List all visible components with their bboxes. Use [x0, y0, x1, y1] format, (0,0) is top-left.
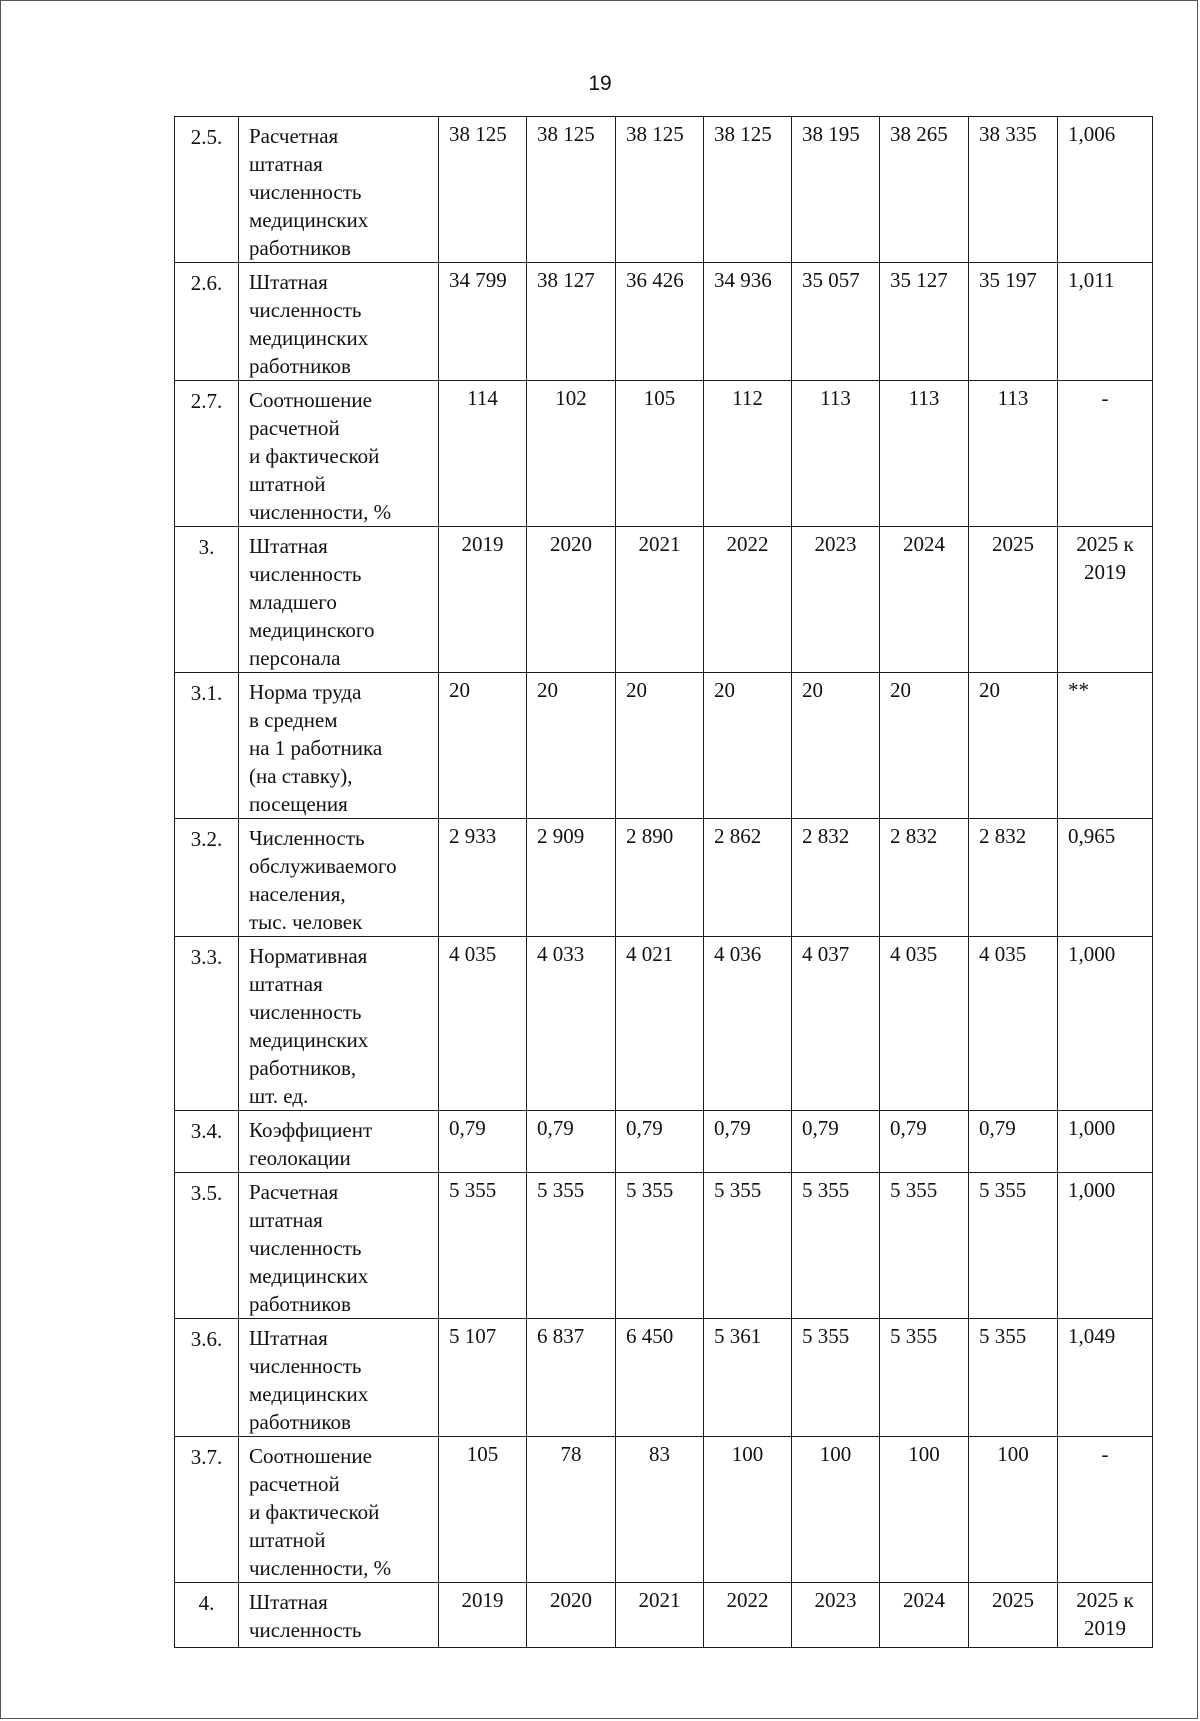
value-cell: 2021 — [616, 1583, 704, 1648]
row-number: 3.6. — [175, 1319, 239, 1437]
value-cell: 2 832 — [969, 819, 1058, 937]
ratio-cell: 1,000 — [1058, 937, 1153, 1111]
value-cell: 2025 — [969, 1583, 1058, 1648]
value-cell: 20 — [616, 673, 704, 819]
row-label-line: работников — [249, 1292, 351, 1316]
row-label-line: численность — [249, 1236, 362, 1260]
value-cell: 4 021 — [616, 937, 704, 1111]
value-cell: 2021 — [616, 527, 704, 673]
value-cell: 20 — [439, 673, 527, 819]
row-label-line: расчетной — [249, 416, 340, 440]
row-number: 3. — [175, 527, 239, 673]
value-cell: 35 197 — [969, 263, 1058, 381]
value-cell: 4 033 — [527, 937, 616, 1111]
value-cell: 2 890 — [616, 819, 704, 937]
row-label-line: работников, — [249, 1056, 357, 1080]
row-label-line: работников — [249, 236, 351, 260]
row-label — [239, 1437, 439, 1583]
row-label-line: расчетной — [249, 1472, 340, 1496]
row-label — [239, 1319, 439, 1437]
value-cell: 0,79 — [969, 1111, 1058, 1173]
value-cell: 2025 — [969, 527, 1058, 673]
ratio-cell: 1,049 — [1058, 1319, 1153, 1437]
row-label — [239, 381, 439, 527]
value-cell: 100 — [969, 1437, 1058, 1583]
ratio-cell: 1,011 — [1058, 263, 1153, 381]
value-cell: 112 — [704, 381, 792, 527]
row-label-line: персонала — [249, 646, 341, 670]
row-label-line: штатная — [249, 1208, 323, 1232]
value-cell: 2019 — [439, 527, 527, 673]
row-label-line: и фактической — [249, 444, 380, 468]
row-label-line: штатной — [249, 472, 326, 496]
value-cell: 5 355 — [969, 1319, 1058, 1437]
table-row — [175, 673, 1153, 819]
value-cell: 38 195 — [792, 117, 880, 263]
value-cell: 0,79 — [880, 1111, 969, 1173]
row-label-line: численность — [249, 1354, 362, 1378]
value-cell: 5 361 — [704, 1319, 792, 1437]
row-label-line: обслуживаемого — [249, 854, 397, 878]
table-row — [175, 263, 1153, 381]
row-label-line: медицинского — [249, 618, 375, 642]
row-label-line: шт. ед. — [249, 1084, 309, 1108]
table-row — [175, 1437, 1153, 1583]
value-cell: 2023 — [792, 1583, 880, 1648]
value-cell: 114 — [439, 381, 527, 527]
row-label-line: тыс. человек — [249, 910, 363, 934]
row-label — [239, 937, 439, 1111]
value-cell: 6 837 — [527, 1319, 616, 1437]
table-row — [175, 819, 1153, 937]
row-label-line: работников — [249, 1410, 351, 1434]
value-cell: 20 — [792, 673, 880, 819]
value-cell: 2019 — [439, 1583, 527, 1648]
row-label-line: штатная — [249, 972, 323, 996]
row-number: 2.5. — [175, 117, 239, 263]
value-cell: 38 125 — [527, 117, 616, 263]
row-number: 3.7. — [175, 1437, 239, 1583]
value-cell: 36 426 — [616, 263, 704, 381]
value-cell: 4 036 — [704, 937, 792, 1111]
ratio-cell: - — [1058, 1437, 1153, 1583]
ratio-cell: 2025 к 2019 — [1058, 1583, 1153, 1648]
row-label-line: и фактической — [249, 1500, 380, 1524]
row-label-line: численность — [249, 1000, 362, 1024]
row-label-line: Коэффициент — [249, 1118, 373, 1142]
value-cell: 0,79 — [704, 1111, 792, 1173]
row-label-line: медицинских — [249, 326, 369, 350]
row-label-line: медицинских — [249, 1382, 369, 1406]
value-cell: 38 125 — [439, 117, 527, 263]
ratio-cell: 1,006 — [1058, 117, 1153, 263]
value-cell: 5 355 — [792, 1173, 880, 1319]
value-cell: 2024 — [880, 527, 969, 673]
value-cell: 105 — [616, 381, 704, 527]
value-cell: 5 355 — [880, 1173, 969, 1319]
value-cell: 20 — [704, 673, 792, 819]
value-cell: 2024 — [880, 1583, 969, 1648]
value-cell: 5 355 — [439, 1173, 527, 1319]
row-label-line: медицинских — [249, 1264, 369, 1288]
table-row — [175, 937, 1153, 1111]
row-label-line: Соотношение — [249, 388, 372, 412]
table-row — [175, 1583, 1153, 1648]
staffing-table — [174, 116, 1153, 1648]
value-cell: 38 265 — [880, 117, 969, 263]
row-label-line: численность — [249, 180, 362, 204]
value-cell: 83 — [616, 1437, 704, 1583]
row-label-line: Штатная — [249, 1590, 328, 1614]
value-cell: 2 909 — [527, 819, 616, 937]
value-cell: 5 355 — [880, 1319, 969, 1437]
row-label-line: населения, — [249, 882, 346, 906]
value-cell: 20 — [969, 673, 1058, 819]
row-label-line: Расчетная — [249, 124, 339, 148]
value-cell: 2 832 — [792, 819, 880, 937]
row-number: 4. — [175, 1583, 239, 1648]
value-cell: 5 355 — [527, 1173, 616, 1319]
ratio-cell: 0,965 — [1058, 819, 1153, 937]
value-cell: 2 933 — [439, 819, 527, 937]
value-cell: 100 — [704, 1437, 792, 1583]
table-body — [175, 117, 1153, 1648]
value-cell: 5 355 — [792, 1319, 880, 1437]
value-cell: 102 — [527, 381, 616, 527]
row-label-line: численность — [249, 1618, 362, 1642]
row-label-line: Норма труда — [249, 680, 362, 704]
table-row — [175, 527, 1153, 673]
value-cell: 0,79 — [792, 1111, 880, 1173]
value-cell: 100 — [880, 1437, 969, 1583]
row-label — [239, 819, 439, 937]
value-cell: 34 799 — [439, 263, 527, 381]
table-row — [175, 1111, 1153, 1173]
row-label-line: численности, % — [249, 1556, 392, 1580]
value-cell: 113 — [880, 381, 969, 527]
row-label-line: штатная — [249, 152, 323, 176]
value-cell: 20 — [880, 673, 969, 819]
row-label-line: младшего — [249, 590, 337, 614]
value-cell: 20 — [527, 673, 616, 819]
value-cell: 113 — [792, 381, 880, 527]
value-cell: 38 335 — [969, 117, 1058, 263]
page-number: 19 — [588, 72, 612, 95]
value-cell: 2023 — [792, 527, 880, 673]
value-cell: 2022 — [704, 527, 792, 673]
value-cell: 78 — [527, 1437, 616, 1583]
row-number: 3.5. — [175, 1173, 239, 1319]
value-cell: 4 035 — [969, 937, 1058, 1111]
value-cell: 6 450 — [616, 1319, 704, 1437]
value-cell: 38 125 — [616, 117, 704, 263]
value-cell: 38 127 — [527, 263, 616, 381]
row-label — [239, 673, 439, 819]
value-cell: 35 127 — [880, 263, 969, 381]
value-cell: 105 — [439, 1437, 527, 1583]
table-row — [175, 381, 1153, 527]
row-label — [239, 1583, 439, 1648]
row-label-line: Соотношение — [249, 1444, 372, 1468]
row-label-line: численность — [249, 298, 362, 322]
row-label-line: Численность — [249, 826, 365, 850]
ratio-cell: 2025 к 2019 — [1058, 527, 1153, 673]
ratio-cell: 1,000 — [1058, 1173, 1153, 1319]
row-number: 3.1. — [175, 673, 239, 819]
row-label-line: (на ставку), — [249, 764, 353, 788]
value-cell: 2022 — [704, 1583, 792, 1648]
row-label — [239, 527, 439, 673]
row-label — [239, 263, 439, 381]
row-label-line: Нормативная — [249, 944, 368, 968]
ratio-cell: ** — [1058, 673, 1153, 819]
value-cell: 113 — [969, 381, 1058, 527]
row-label-line: на 1 работника — [249, 736, 383, 760]
value-cell: 35 057 — [792, 263, 880, 381]
value-cell: 2 832 — [880, 819, 969, 937]
row-number: 3.4. — [175, 1111, 239, 1173]
row-number: 2.7. — [175, 381, 239, 527]
value-cell: 4 035 — [880, 937, 969, 1111]
row-label — [239, 1111, 439, 1173]
value-cell: 38 125 — [704, 117, 792, 263]
ratio-cell: - — [1058, 381, 1153, 527]
row-label-line: в среднем — [249, 708, 338, 732]
row-label-line: Расчетная — [249, 1180, 339, 1204]
row-label-line: геолокации — [249, 1146, 351, 1170]
row-label-line: численность — [249, 562, 362, 586]
table-row — [175, 1173, 1153, 1319]
row-label — [239, 117, 439, 263]
value-cell: 2020 — [527, 527, 616, 673]
value-cell: 5 355 — [969, 1173, 1058, 1319]
row-number: 3.2. — [175, 819, 239, 937]
value-cell: 0,79 — [527, 1111, 616, 1173]
row-label-line: работников — [249, 354, 351, 378]
row-label-line: Штатная — [249, 534, 328, 558]
row-label-line: медицинских — [249, 1028, 369, 1052]
value-cell: 0,79 — [616, 1111, 704, 1173]
row-label-line: Штатная — [249, 1326, 328, 1350]
table-row — [175, 1319, 1153, 1437]
row-label-line: штатной — [249, 1528, 326, 1552]
value-cell: 4 037 — [792, 937, 880, 1111]
value-cell: 5 355 — [704, 1173, 792, 1319]
row-label-line: медицинских — [249, 208, 369, 232]
row-number: 3.3. — [175, 937, 239, 1111]
value-cell: 34 936 — [704, 263, 792, 381]
row-label-line: Штатная — [249, 270, 328, 294]
value-cell: 2020 — [527, 1583, 616, 1648]
value-cell: 5 355 — [616, 1173, 704, 1319]
row-label — [239, 1173, 439, 1319]
value-cell: 0,79 — [439, 1111, 527, 1173]
table-row — [175, 117, 1153, 263]
value-cell: 2 862 — [704, 819, 792, 937]
value-cell: 100 — [792, 1437, 880, 1583]
row-number: 2.6. — [175, 263, 239, 381]
row-label-line: численности, % — [249, 500, 392, 524]
value-cell: 5 107 — [439, 1319, 527, 1437]
ratio-cell: 1,000 — [1058, 1111, 1153, 1173]
value-cell: 4 035 — [439, 937, 527, 1111]
row-label-line: посещения — [249, 792, 348, 816]
